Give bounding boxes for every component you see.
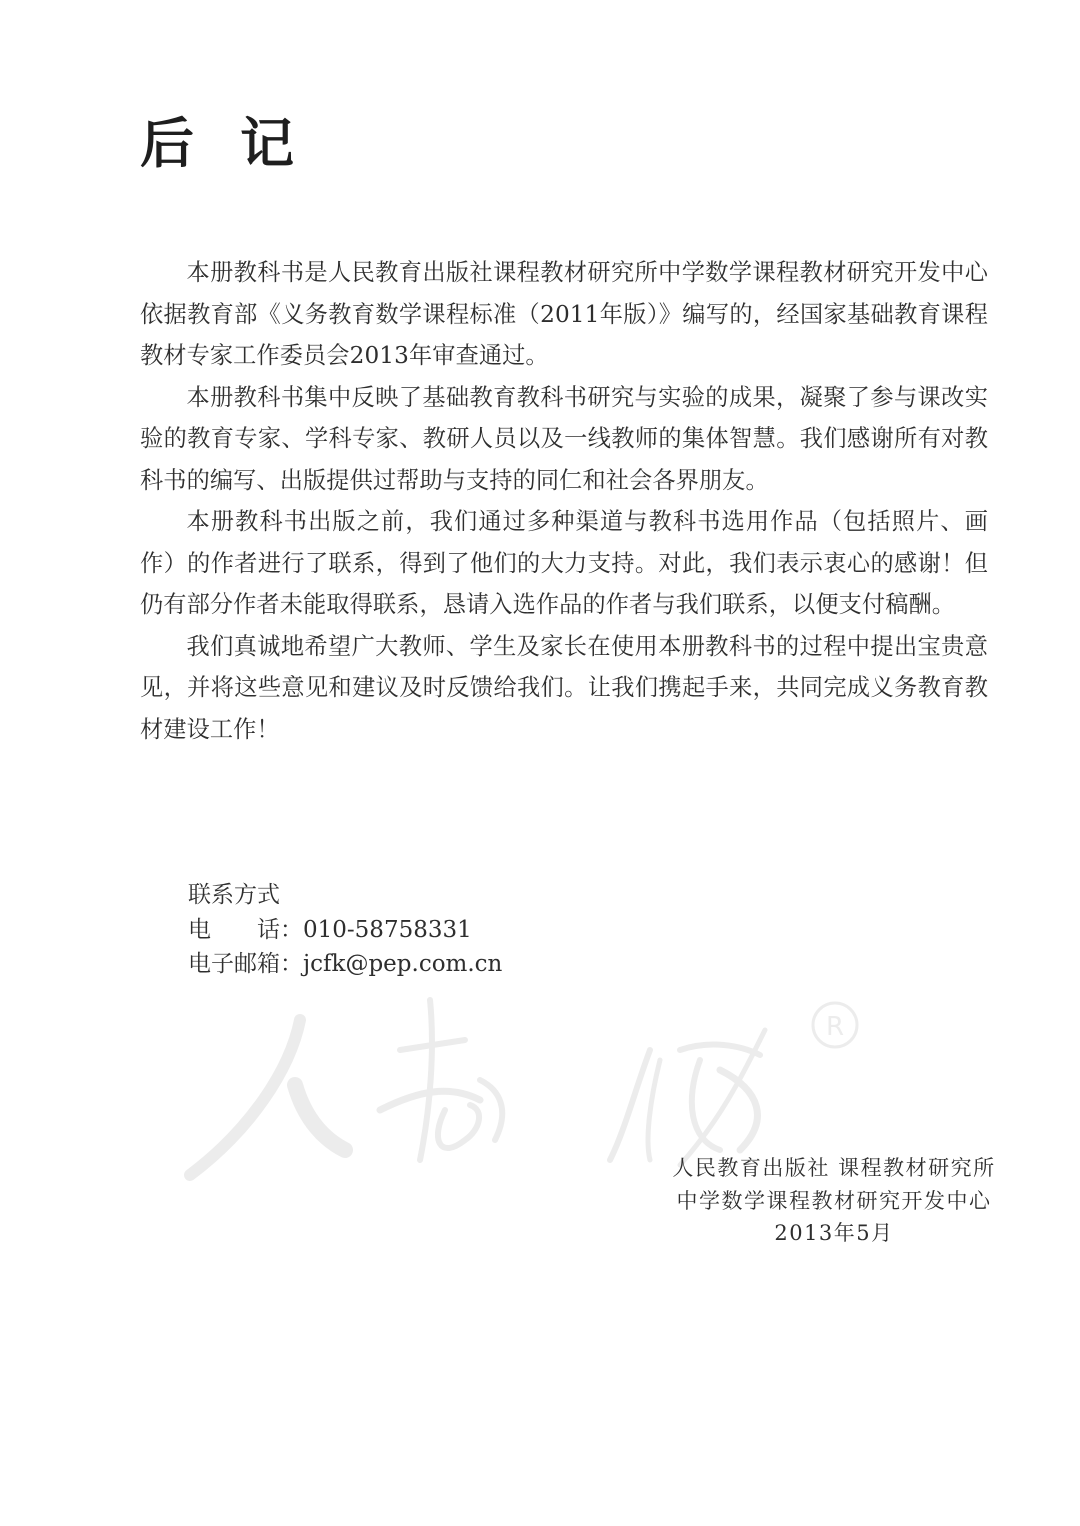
phone-number: 010-58758331 [303, 916, 472, 943]
page-title [140, 108, 294, 178]
svg-text:R: R [825, 1012, 845, 1042]
signature-publisher: 人民教育出版社 课程教材研究所 [672, 1156, 996, 1180]
paragraph-3: 本册教科书出版之前，我们通过多种渠道与教科书选用作品（包括照片、画作）的作者进行了联系，得到了他们的大力支持。对此，我们表示衷心的感谢！但仍有部分作者未能取得联系，恳请入选作品的作者与我们联系，以便支付稿酬。 [140, 508, 988, 618]
registered-mark-icon [813, 1003, 857, 1047]
phone-label-first: 电 [188, 916, 211, 943]
signature-center: 中学数学课程教材研究开发中心 [676, 1188, 992, 1213]
title-char-1: 后 [140, 111, 194, 175]
phone-label-last: 话： [257, 916, 303, 943]
signature-block [660, 1152, 1008, 1250]
email-address: jcfk@pep.com.cn [303, 951, 503, 977]
paragraph-2: 本册教科书集中反映了基础教育教科书研究与实验的成果，凝聚了参与课改实验的教育专家、学科专家、教研人员以及一线教师的集体智慧。我们感谢所有对教科书的编写、出版提供过帮助与支持的同仁和社会各界朋友。 [140, 383, 988, 494]
email-label: 电子邮箱： [188, 951, 303, 977]
paragraph-1: 本册教科书是人民教育出版社课程教材研究所中学数学课程教材研究开发中心依据教育部《义务教育数学课程标准（2011年版）》编写的，经国家基础教育课程教材专家工作委员会2013年审查通过。 [140, 259, 988, 369]
paragraph-4: 我们真诚地希望广大教师、学生及家长在使用本册教科书的过程中提出宝贵意见，并将这些意见和建议及时反馈给我们。让我们携起手来，共同完成义务教育教材建设工作！ [140, 632, 988, 743]
signature-date: 2013年5月 [774, 1221, 894, 1245]
title-char-2: 记 [240, 111, 294, 175]
contact-heading: 联系方式 [188, 882, 280, 908]
contact-info [188, 878, 502, 982]
contact-email-row [188, 947, 502, 982]
afterword-body [140, 252, 988, 750]
contact-phone-row [188, 913, 502, 948]
